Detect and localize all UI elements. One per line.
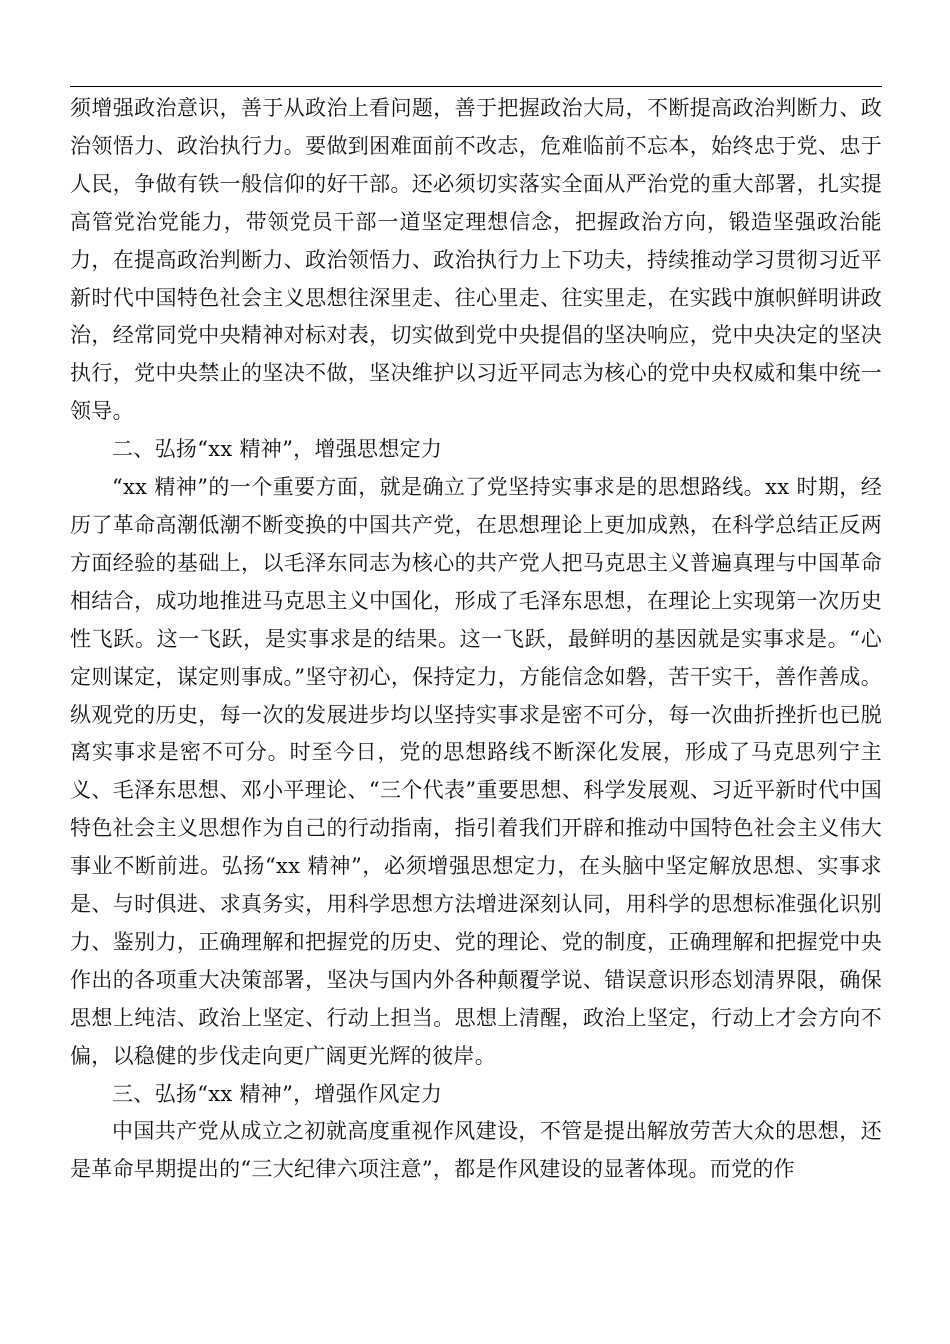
section-heading-2: 二、弘扬“xx 精神”，增强思想定力 <box>112 437 443 462</box>
paragraph-body: “xx 精神”的一个重要方面，就是确立了党坚持实事求是的思想路线。xx 时期，经历了革命高潮低潮不断变换的中国共产党，在思想理论上更加成熟，在科学总结正反两方面经验的基础上，以毛泽东同志为核心的共产党人把马克思主义普遍真理与中国革命相结合，成功地推进马克思主义中国化，形成了毛泽东思想，在理论上实现第一次历史性飞跃。这一飞跃，是实事求是的结果。这一飞跃，最鲜明的基因就是实事求是。“心定则谋定，谋定则事成。”坚守初心，保持定力，方能信念如磐，苦干实干，善作善成。纵观党的历史，每一次的发展进步均以坚持实事求是密不可分，每一次曲折挫折也已脱离实事求是密不可分。时至今日，党的思想路线不断深化发展，形成了马克思列宁主义、毛泽东思想、邓小平理论、“三个代表”重要思想、科学发展观、习近平新时代中国特色社会主义思想作为自己的行动指南，指引着我们开辟和推动中国特色社会主义伟大事业不断前进。弘扬“xx 精神”，必须增强思想定力，在头脑中坚定解放思想、实事求是、与时俱进、求真务实，用科学思想方法增进深刻认同，用科学的思想标准强化识别力、鉴别力，正确理解和把握党的历史、党的理论、党的制度，正确理解和把握党中央作出的各项重大决策部署，坚决与国内外各种颠覆学说、错误意识形态划清界限，确保思想上纯洁、政治上坚定、行动上担当。思想上清醒，政治上坚定，行动上才会方向不偏，以稳健的步伐走向更广阔更光辉的彼岸。 <box>70 475 882 1068</box>
document-body <box>70 90 882 1189</box>
section-heading-3: 三、弘扬“xx 精神”，增强作风定力 <box>112 1081 443 1106</box>
header-rule <box>70 86 882 87</box>
paragraph-body: 中国共产党从成立之初就高度重视作风建设，不管是提出解放劳苦大众的思想，还是革命早期提出的“三大纪律六项注意”，都是作风建设的显著体现。而党的作 <box>70 1119 882 1182</box>
paragraph-continuation: 须增强政治意识，善于从政治上看问题，善于把握政治大局，不断提高政治判断力、政治领悟力、政治执行力。要做到困难面前不改志，危难临前不忘本，始终忠于党、忠于人民，争做有铁一般信仰的好干部。还必须切实落实全面从严治党的重大部署，扎实提高管党治党能力，带领党员干部一道坚定理想信念，把握政治方向，锻造坚强政治能力，在提高政治判断力、政治领悟力、政治执行力上下功夫，持续推动学习贯彻习近平新时代中国特色社会主义思想往深里走、往心里走、往实里走，在实践中旗帜鲜明讲政治，经常同党中央精神对标对表，切实做到党中央提倡的坚决响应，党中央决定的坚决执行，党中央禁止的坚决不做，坚决维护以习近平同志为核心的党中央权威和集中统一领导。 <box>70 96 882 424</box>
